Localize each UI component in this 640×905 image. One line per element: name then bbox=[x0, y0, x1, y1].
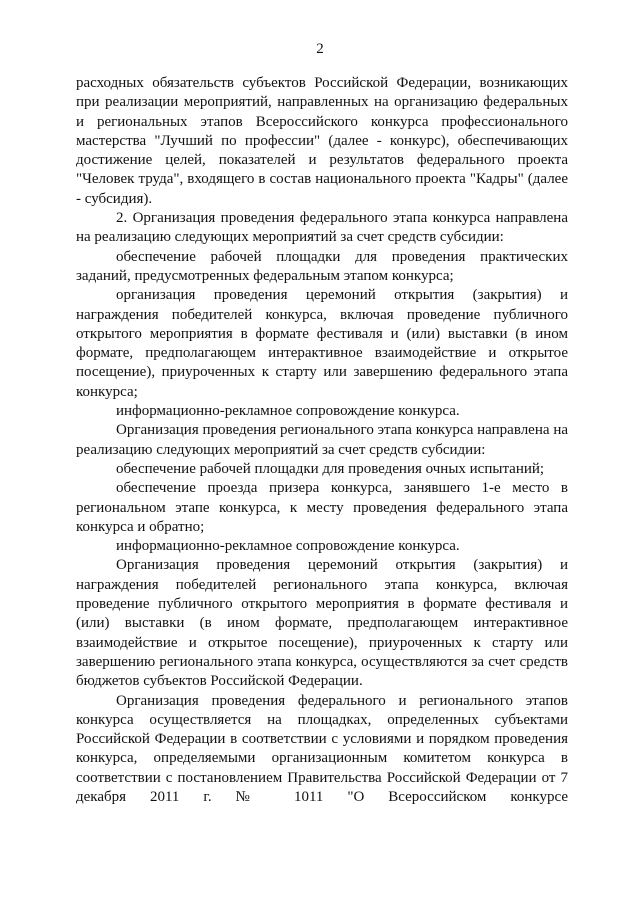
document-body bbox=[76, 74, 568, 807]
paragraph-6: Организация проведения регионального этапа конкурса направлена на реализацию следующих мероприятий за счет средств субсидии: bbox=[76, 422, 568, 458]
paragraph-2: 2. Организация проведения федерального этапа конкурса направлена на реализацию следующих мероприятий за счет средств субсидии: bbox=[76, 210, 568, 246]
paragraph-1: расходных обязательств субъектов Российской Федерации, возникающих при реализации мероприятий, направленных на организацию федеральных и региональных этапов Всероссийского конкурса профессионального мастерства "Лучший по профессии" (далее - конкурс), обеспечивающих достижение целей, показателей и результатов федерального проекта "Человек труда", входящего в состав национального проекта "Кадры" (далее - субсидия). bbox=[76, 75, 568, 207]
paragraph-11: Организация проведения федерального и регионального этапов конкурса осуществляется на площадках, определенных субъектами Российской Федерации в соответствии с условиями и порядком проведения конкурса, определяемыми организационным комитетом конкурса в соответствии с постановлением Правительства Российской Федерации от 7 декабря 2011 г. № 1011 "О Всероссийском конкурсе bbox=[76, 692, 568, 805]
page-number: 2 bbox=[316, 41, 324, 57]
paragraph-3: обеспечение рабочей площадки для проведения практических заданий, предусмотренных федеральным этапом конкурса; bbox=[76, 248, 568, 284]
paragraph-9: информационно-рекламное сопровождение конкурса. bbox=[116, 538, 460, 555]
paragraph-10: Организация проведения церемоний открытия (закрытия) и награждения победителей регионального этапа конкурса, включая проведение публичного открытого мероприятия в формате фестиваля и (или) выставки (в ином формате, предполагающем интерактивное взаимодействие и открытое посещение), приуроченных к старту или завершению регионального этапа конкурса, осуществляются за счет средств бюджетов субъектов Российской Федерации. bbox=[76, 557, 568, 690]
paragraph-4: организация проведения церемоний открытия (закрытия) и награждения победителей конкурса, включая проведение публичного открытого мероприятия в формате фестиваля и (или) выставки (в ином формате, предполагающем интерактивное взаимодействие и открытое посещение), приуроченных к старту или завершению федерального этапа конкурса; bbox=[76, 287, 568, 400]
paragraph-7: обеспечение рабочей площадки для проведения очных испытаний; bbox=[116, 460, 545, 477]
paragraph-8: обеспечение проезда призера конкурса, занявшего 1-е место в региональном этапе конкурса, к месту проведения федерального этапа конкурса и обратно; bbox=[76, 480, 568, 535]
paragraph-5: информационно-рекламное сопровождение конкурса. bbox=[116, 403, 460, 420]
